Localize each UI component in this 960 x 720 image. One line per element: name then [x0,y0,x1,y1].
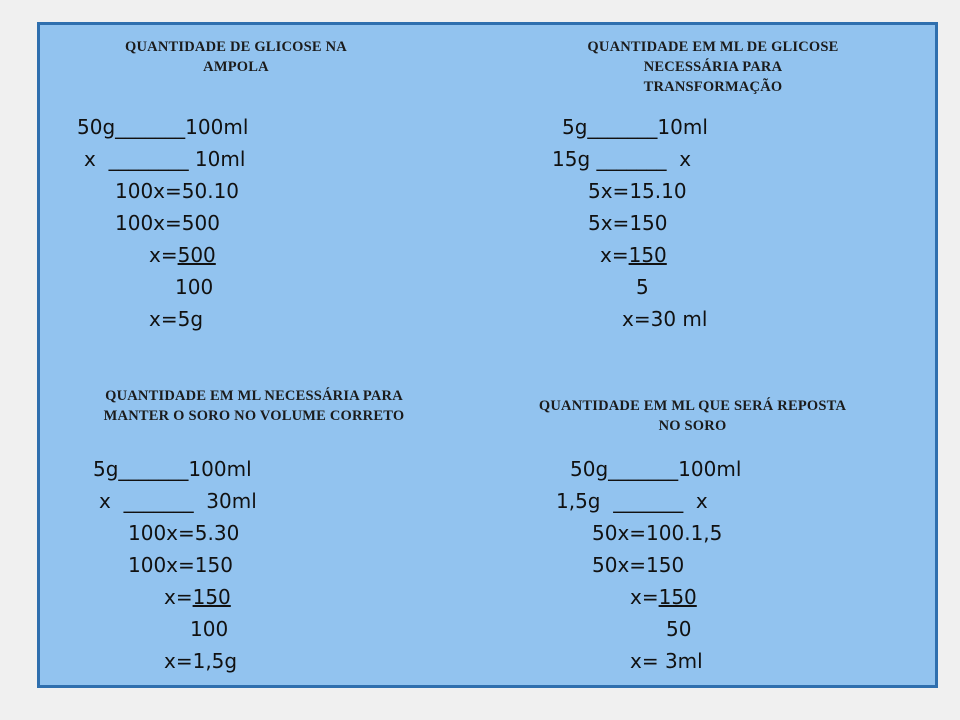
panel-2-line-1 [562,111,708,143]
panel-4-line-2 [556,485,708,517]
panel-4-line-5 [630,581,697,613]
panel-1-line-7: x=5g [149,307,204,331]
numerator: 150 [628,243,667,267]
panel-3-heading-line: MANTER O SORO NO VOLUME CORRETO [103,408,405,424]
panel-3-line-3: 100x=5.30 [128,521,240,545]
panel-3-heading [58,386,450,426]
panel-3-line-2 [99,485,257,517]
panel-1-heading-line: AMPOLA [203,59,269,75]
panel-3-heading-line: QUANTIDADE EM ML NECESSÁRIA PARA [105,388,403,404]
term: 30ml [193,489,257,513]
panel-3-line-4: 100x=150 [128,553,233,577]
term: 100ml [678,457,742,481]
panel-4-line-6: 50 [666,617,692,641]
panel-2-line-2 [552,143,691,175]
panel-3-line-6: 100 [190,617,229,641]
separator: _______ [587,115,658,139]
panel-1-line-2 [84,143,245,175]
term: 5g [562,115,588,139]
panel-4-heading-line: NO SORO [658,418,727,434]
panel-1-line-3: 100x=50.10 [115,179,240,203]
term: x= [600,243,629,267]
panel-1-heading-line: QUANTIDADE DE GLICOSE NA [125,39,347,55]
term: 10ml [657,115,708,139]
panel-4-heading [495,396,890,436]
panel-4-line-7: x= 3ml [630,649,703,673]
panel-1-line-4: 100x=500 [115,211,220,235]
term: x= [630,585,659,609]
panel-2-line-4: 5x=150 [588,211,668,235]
panel-3-line-7: x=1,5g [164,649,238,673]
panel-2-heading-line: TRANSFORMAÇÃO [643,79,783,95]
panel-2-heading-line: NECESSÁRIA PARA [643,59,783,75]
panel-2-heading [528,37,898,97]
term: x [666,147,692,171]
term: x [683,489,708,513]
separator: _______ [613,489,684,513]
numerator: 150 [192,585,231,609]
panel-1-heading [76,37,396,77]
panel-2-line-7: x=30 ml [622,307,708,331]
panel-2-line-3: 5x=15.10 [588,179,687,203]
panel-4-line-1 [570,453,741,485]
term: 15g [552,147,597,171]
panel-2-line-5 [600,239,667,271]
term: 100ml [185,115,249,139]
numerator: 500 [177,243,216,267]
term: 50g [570,457,609,481]
term: 5g [93,457,119,481]
term: 1,5g [556,489,614,513]
separator: _______ [596,147,667,171]
numerator: 150 [658,585,697,609]
panel-3-line-5 [164,581,231,613]
panel-1-line-6: 100 [175,275,214,299]
separator: _______ [123,489,194,513]
slide [37,22,938,688]
term: x [99,489,124,513]
term: x= [149,243,178,267]
separator: _______ [118,457,189,481]
term: 10ml [188,147,246,171]
separator: _______ [608,457,679,481]
panel-1-line-5 [149,239,216,271]
panel-4-line-4: 50x=150 [592,553,685,577]
panel-3-line-1 [93,453,252,485]
term: 50g [77,115,116,139]
panel-4-heading-line: QUANTIDADE EM ML QUE SERÁ REPOSTA [538,398,847,414]
term: x= [164,585,193,609]
panel-2-line-6: 5 [636,275,649,299]
panel-4-line-3: 50x=100.1,5 [592,521,723,545]
separator: _______ [115,115,186,139]
term: 100ml [188,457,252,481]
panel-2-heading-line: QUANTIDADE EM ML DE GLICOSE [587,39,839,55]
panel-1-line-1 [77,111,248,143]
separator: ________ [108,147,189,171]
term: x [84,147,109,171]
